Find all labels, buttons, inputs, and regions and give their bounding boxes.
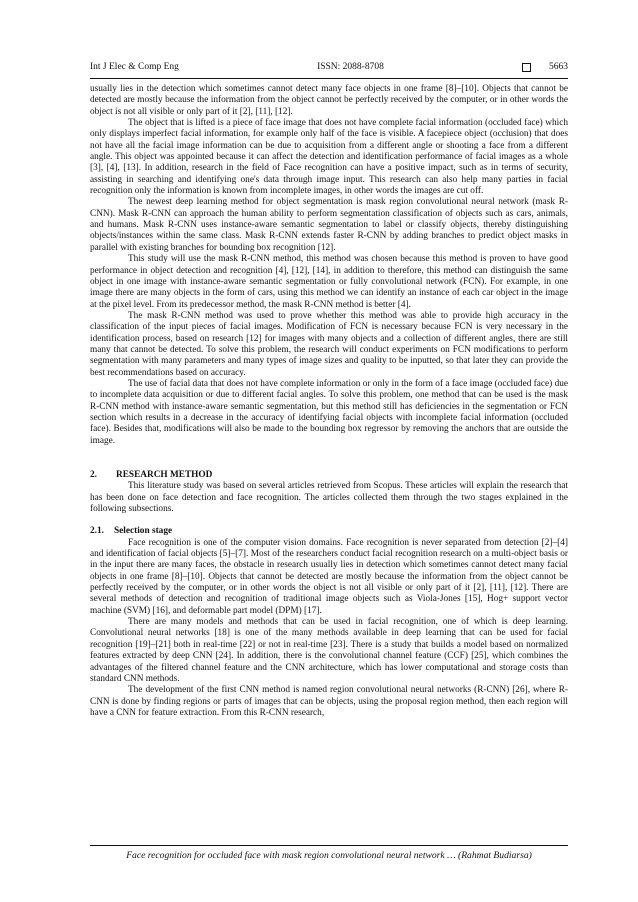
section-heading [90,470,568,481]
section-number: 2. [90,470,97,480]
page-number: 5663 [548,62,568,72]
paragraph: The mask R-CNN method was used to prove whether this method was able to provide high accuracy in the classification of the input pieces of facial images. Modification of FCN is necessary because FCN is very necessary in the identification process, based on research [12] for images with many objects and a collection of different angles, there are still many that cannot be detected. To solve this problem, the research will conduct experiments on FCN modifications to perform segmentation with many parameters and many types of image sizes and quality to be inputted, so that later they can provide the best recommendations based on accuracy. [90,310,568,378]
page-number-group [522,62,568,72]
paragraph: The development of the first CNN method is named region convolutional neural networks (R-CNN) [26], where R-CNN is done by finding regions or parts of images that can be objects, using the proposal region method, then each region will have a CNN for feature extraction. From this R-CNN research, [90,685,568,718]
paragraph: The object that is lifted is a piece of face image that does not have complete facial information (occluded face) which only displays imperfect facial information, for example only half of the face is visible. A facepiece object (occlusion) that does not have all the facial image information can be due to acquisition from a different angle or shooting a face from a different angle. This object was appointed because it can affect the detection and identification performance of facial images as a whole [3], [4], [13]. In addition, research in the field of Face recognition can have a positive impact, such as in terms of security, assisting in searching and identifying one's data through image input. This research can also help many parties in facial recognition only the information is known from incomplete images, in other words the images are cut off. [90,118,568,197]
paragraph: Face recognition is one of the computer vision domains. Face recognition is never separated from detection [2]–[4] and identification of facial objects [5]–[7]. Most of the researchers conduct facial recognition research on a multi-object basis or in the input there are many faces, the obstacle in research usually lies in detection which sometimes cannot detect many facial objects in one frame [8]–[10]. Objects that cannot be detected are mostly because the information from the object cannot be perfectly received by the computer, or in other words the object is not all visible or only part of it [2], [11], [12]. There are several methods of detection and recognition of traditional image objects such as Viola-Jones [15], Hog+ support vector machine (SVM) [16], and deformable part model (DPM) [17]. [90,537,568,616]
subsection-number: 2.1. [90,526,104,537]
header-rule [90,78,568,79]
square-icon [522,63,531,72]
subsection-title: Selection stage [114,526,173,537]
footer-rule [90,845,568,846]
section-title: RESEARCH METHOD [116,470,213,480]
subsection-heading [90,526,568,537]
paragraph: There are many models and methods that can be used in facial recognition, one of which is deep learning. Convolutional neural networks [18] is one of the many methods available in deep learning that can be used for facial recognition [19]–[21] both in real-time [22] or not in real-time [23]. There is a study that builds a model based on normalized features extracted by deep CNN [24]. In addition, there is the convolutional channel feature (CCF) [25], which combines the advantages of the filtered channel feature and the CNN architecture, which has lower computational and storage costs than standard CNN methods. [90,617,568,684]
journal-name: Int J Elec & Comp Eng [90,62,179,72]
paragraph: This literature study was based on several articles retrieved from Scopus. These articles will explain the research that has been done on face detection and face recognition. The articles collected them through the two stages explained in the following subsections. [90,481,568,515]
running-footer: Face recognition for occluded face with mask region convolutional neural network … (Rahmat Budiarsa) [126,850,532,861]
issn: ISSN: 2088-8708 [317,62,384,72]
paragraph: The newest deep learning method for object segmentation is mask region convolutional neural network (mask R-CNN). Mask R-CNN can approach the human ability to perform segmentation classification of objects such as cars, animals, and humans. Mask R-CNN uses instance-aware semantic segmentation to label or classify objects, thereby distinguishing objects/instances within the same class. Mask R-CNN extends faster R-CNN by adding branches to predict object masks in parallel with existing branches for bounding box recognition [12]. [90,197,568,253]
paragraph: usually lies in the detection which sometimes cannot detect many face objects in one frame [8]–[10]. Objects that cannot be detected are mostly because the information from the object cannot be perfectly received by the computer, or in other words the object is not all visible or only part of it [2], [11], [12]. [90,84,568,117]
body-text [90,84,568,719]
paragraph: The use of facial data that does not have complete information or only in the form of a face image (occluded face) due to incomplete data acquisition or due to different facial angles. To solve this problem, one method that can be used is the mask R-CNN method with instance-aware semantic segmentation, but this method still has deficiencies in the segmentation or FCN section which results in a decrease in the accuracy of identifying facial objects with incomplete facial information (occluded face). Besides that, modifications will also be made to the bounding box regressor by removing the anchors that are outside the image. [90,378,568,446]
paragraph: This study will use the mask R-CNN method, this method was chosen because this method is proven to have good performance in object detection and recognition [4], [12], [14], in addition to therefore, this method can distinguish the same object in one image with instance-aware semantic segmentation or fully convolutional network (FCN). For example, in one image there are many objects in the form of cars, using this method we can identify an instance of each car object in the image at the pixel level. From its predecessor method, the mask R-CNN method is better [4]. [90,254,568,310]
running-header [90,62,568,72]
